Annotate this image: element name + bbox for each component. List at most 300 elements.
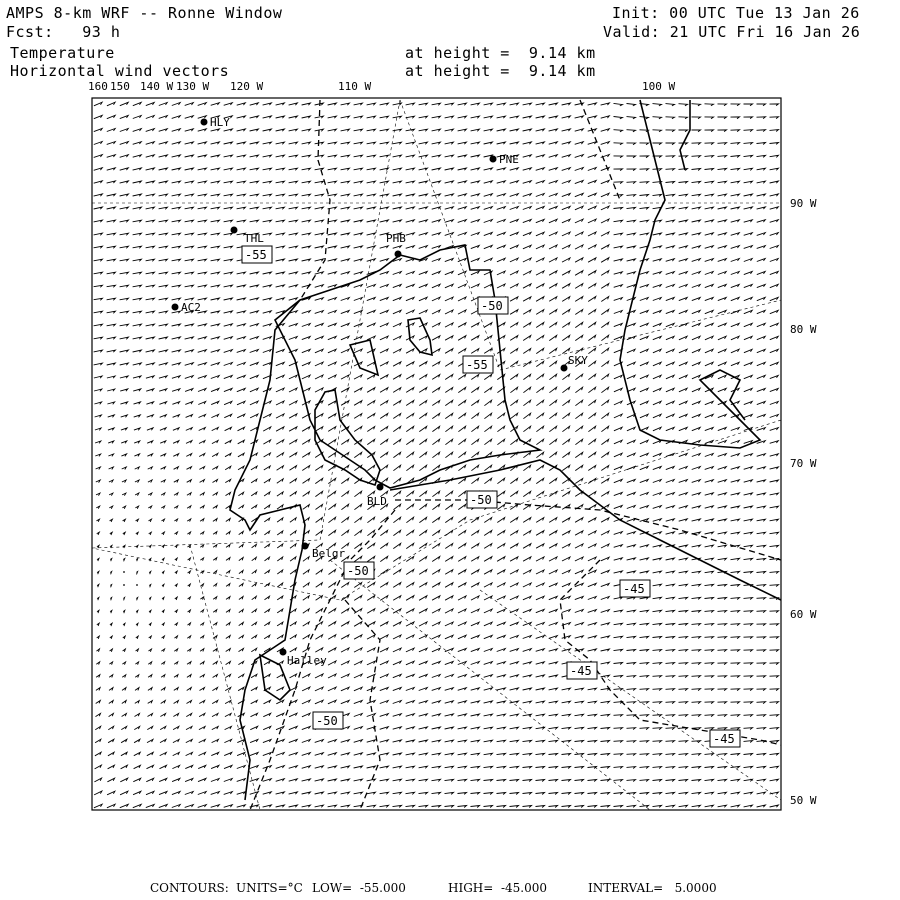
wind-vector bbox=[302, 766, 311, 769]
wind-vector bbox=[445, 806, 454, 808]
wind-vector bbox=[367, 103, 376, 105]
wind-vector bbox=[601, 452, 608, 457]
wind-vector bbox=[445, 426, 452, 431]
wind-vector bbox=[536, 297, 544, 302]
wind-vector bbox=[458, 622, 466, 626]
contour-label-text: -45 bbox=[713, 732, 735, 746]
wind-vector bbox=[315, 362, 323, 366]
wind-vector bbox=[354, 583, 361, 588]
footer-contours: CONTOURS: bbox=[150, 881, 229, 895]
wind-vector bbox=[471, 701, 480, 703]
wind-vector bbox=[107, 337, 116, 339]
wind-vector bbox=[162, 610, 164, 613]
wind-vector bbox=[276, 753, 284, 756]
wind-vector bbox=[302, 155, 311, 157]
wind-vector bbox=[367, 375, 375, 379]
wind-vector bbox=[367, 596, 375, 601]
wind-vector bbox=[97, 649, 100, 652]
wind-vector bbox=[770, 428, 779, 431]
wind-vector bbox=[276, 207, 285, 209]
wind-vector bbox=[627, 780, 636, 782]
wind-vector bbox=[341, 414, 349, 419]
wind-vector bbox=[380, 674, 388, 678]
wind-vector bbox=[770, 194, 779, 196]
wind-vector bbox=[510, 740, 519, 742]
wind-vector bbox=[380, 465, 387, 470]
wind-vector bbox=[109, 713, 114, 716]
wind-vector bbox=[536, 181, 545, 184]
wind-vector bbox=[679, 571, 688, 573]
wind-vector bbox=[406, 753, 415, 755]
wind-vector bbox=[705, 194, 714, 196]
wind-vector bbox=[666, 375, 674, 379]
wind-vector bbox=[757, 297, 765, 300]
wind-vector bbox=[146, 233, 155, 235]
wind-vector bbox=[224, 103, 233, 106]
wind-vector bbox=[666, 285, 675, 288]
wind-vector bbox=[406, 362, 414, 366]
wind-vector bbox=[731, 428, 739, 431]
wind-vector bbox=[175, 545, 178, 548]
wind-vector bbox=[328, 285, 337, 288]
wind-vector bbox=[731, 156, 740, 158]
wind-vector bbox=[367, 465, 374, 470]
wind-vector bbox=[185, 778, 193, 781]
wind-vector bbox=[497, 439, 504, 444]
wind-vector bbox=[497, 583, 505, 587]
wind-vector bbox=[380, 285, 388, 288]
wind-vector bbox=[185, 116, 194, 119]
wind-vector bbox=[679, 663, 688, 665]
wind-vector bbox=[497, 103, 506, 105]
wind-vector bbox=[406, 401, 414, 406]
wind-vector bbox=[198, 207, 207, 209]
wind-vector bbox=[679, 156, 688, 158]
wind-vector bbox=[380, 116, 389, 118]
wind-vector bbox=[212, 726, 218, 729]
wind-vector bbox=[510, 478, 517, 483]
forecast-hour: Fcst: 93 h bbox=[6, 23, 121, 41]
wind-vector bbox=[718, 284, 726, 287]
wind-vector bbox=[666, 728, 675, 730]
wind-vector bbox=[705, 558, 714, 560]
wind-vector bbox=[562, 181, 570, 184]
wind-vector bbox=[692, 545, 701, 547]
wind-vector bbox=[198, 285, 207, 287]
wind-vector bbox=[419, 609, 427, 613]
wind-vector bbox=[692, 519, 701, 521]
wind-vector bbox=[614, 285, 623, 288]
contour-label bbox=[242, 246, 272, 263]
wind-vector bbox=[303, 492, 310, 497]
wind-vector bbox=[614, 272, 623, 274]
wind-vector bbox=[198, 155, 207, 157]
wind-vector bbox=[264, 544, 269, 548]
wind-vector bbox=[705, 779, 714, 781]
wind-vector bbox=[354, 740, 363, 743]
wind-vector bbox=[705, 571, 714, 573]
wind-vector bbox=[718, 611, 727, 613]
wind-vector bbox=[575, 701, 584, 703]
wind-vector bbox=[341, 233, 350, 235]
wind-vector bbox=[692, 480, 701, 483]
wind-vector bbox=[341, 530, 348, 535]
wind-vector bbox=[432, 194, 441, 196]
wind-vector bbox=[419, 583, 427, 588]
wind-vector bbox=[757, 779, 766, 781]
wind-vector bbox=[341, 700, 349, 703]
wind-vector bbox=[226, 623, 230, 626]
wind-vector bbox=[510, 103, 519, 105]
wind-vector bbox=[458, 220, 467, 223]
wind-vector bbox=[341, 491, 348, 496]
wind-vector bbox=[367, 246, 376, 248]
wind-vector bbox=[640, 506, 649, 509]
wind-vector bbox=[264, 531, 269, 535]
wind-vector bbox=[354, 674, 362, 678]
wind-vector bbox=[601, 180, 609, 183]
wind-vector bbox=[484, 714, 493, 716]
wind-vector bbox=[523, 544, 531, 549]
wind-vector bbox=[406, 596, 414, 601]
wind-vector bbox=[134, 428, 140, 430]
wind-vector bbox=[588, 426, 595, 431]
wind-vector bbox=[549, 688, 558, 690]
wind-vector bbox=[146, 402, 153, 404]
wind-vector bbox=[226, 584, 230, 587]
wind-vector bbox=[614, 741, 623, 743]
wind-vector bbox=[276, 220, 285, 222]
wind-vector bbox=[614, 375, 622, 379]
wind-vector bbox=[380, 701, 388, 704]
wind-vector bbox=[731, 805, 740, 807]
longitude-labels bbox=[88, 80, 675, 93]
wind-vector bbox=[96, 662, 99, 665]
wind-vector bbox=[471, 793, 480, 795]
wind-vector bbox=[523, 636, 532, 639]
wind-vector bbox=[601, 780, 610, 782]
wind-vector bbox=[497, 531, 505, 536]
wind-vector bbox=[328, 530, 335, 535]
wind-vector bbox=[744, 271, 752, 274]
wind-vector bbox=[731, 272, 739, 275]
wind-vector bbox=[614, 571, 623, 573]
wind-vector bbox=[250, 116, 259, 118]
wind-vector bbox=[120, 129, 128, 132]
wind-vector bbox=[134, 726, 139, 729]
wind-vector bbox=[653, 349, 661, 353]
wind-vector bbox=[653, 233, 662, 235]
wind-vector bbox=[770, 375, 778, 378]
wind-vector bbox=[406, 779, 415, 781]
wind-vector bbox=[536, 258, 544, 262]
wind-vector bbox=[536, 426, 543, 431]
wind-vector bbox=[276, 233, 285, 235]
wind-vector bbox=[471, 375, 478, 380]
wind-vector bbox=[744, 624, 753, 626]
wind-vector bbox=[549, 780, 558, 782]
wind-vector bbox=[380, 272, 389, 275]
wind-vector bbox=[705, 336, 713, 340]
wind-vector bbox=[575, 623, 584, 626]
wind-vector bbox=[97, 571, 99, 574]
wind-vector bbox=[445, 220, 454, 223]
wind-vector bbox=[94, 115, 102, 118]
wind-vector bbox=[393, 517, 400, 522]
wind-vector bbox=[120, 181, 129, 183]
wind-vector bbox=[471, 323, 479, 327]
wind-vector bbox=[575, 754, 584, 756]
wind-vector bbox=[666, 349, 674, 353]
wind-vector bbox=[770, 168, 779, 170]
wind-vector bbox=[718, 728, 727, 730]
wind-vector bbox=[354, 648, 362, 652]
wind-vector bbox=[328, 478, 335, 483]
wind-vector bbox=[718, 323, 726, 326]
wind-vector bbox=[198, 168, 207, 170]
wind-vector bbox=[497, 766, 506, 768]
wind-vector bbox=[562, 284, 570, 289]
wind-vector bbox=[135, 675, 139, 678]
wind-vector bbox=[692, 741, 701, 743]
wind-vector bbox=[575, 413, 582, 418]
wind-vector bbox=[315, 779, 324, 781]
wind-vector bbox=[679, 169, 688, 171]
wind-vector bbox=[160, 765, 167, 768]
wind-vector bbox=[185, 142, 194, 144]
wind-vector bbox=[757, 493, 766, 495]
wind-vector bbox=[679, 414, 687, 417]
wind-vector bbox=[136, 545, 138, 548]
contour-label-text: -50 bbox=[316, 714, 338, 728]
wind-vector bbox=[471, 609, 479, 613]
wind-vector bbox=[497, 793, 506, 795]
wind-vector bbox=[718, 414, 726, 417]
wind-vector bbox=[653, 506, 662, 509]
wind-vector bbox=[277, 596, 283, 600]
wind-vector bbox=[679, 519, 688, 521]
wind-vector bbox=[432, 426, 439, 431]
wind-vector bbox=[770, 117, 779, 119]
wind-vector bbox=[640, 414, 648, 418]
wind-vector bbox=[136, 636, 138, 639]
wind-vector bbox=[549, 596, 557, 599]
wind-vector bbox=[549, 806, 558, 808]
wind-vector bbox=[146, 142, 155, 145]
wind-vector bbox=[289, 194, 298, 196]
wind-vector bbox=[744, 728, 753, 730]
wind-vector bbox=[718, 168, 727, 170]
wind-vector bbox=[341, 648, 349, 652]
wind-vector bbox=[250, 350, 259, 353]
wind-vector bbox=[328, 336, 336, 339]
wind-vector bbox=[198, 805, 207, 808]
wind-vector bbox=[341, 440, 348, 445]
wind-vector bbox=[458, 688, 467, 691]
wind-vector bbox=[211, 324, 220, 326]
wind-vector bbox=[122, 467, 127, 470]
wind-vector bbox=[263, 298, 272, 300]
wind-vector bbox=[315, 207, 324, 209]
wind-vector bbox=[692, 754, 701, 756]
wind-vector bbox=[393, 388, 401, 393]
wind-vector bbox=[588, 597, 596, 600]
wind-vector bbox=[277, 479, 283, 483]
wind-vector bbox=[614, 130, 623, 132]
wind-vector bbox=[198, 376, 206, 379]
wind-vector bbox=[588, 727, 597, 729]
wind-vector bbox=[123, 623, 125, 626]
wind-vector bbox=[277, 570, 282, 574]
wind-vector bbox=[445, 727, 454, 729]
wind-vector bbox=[185, 233, 194, 235]
wind-vector bbox=[95, 415, 102, 417]
wind-vector bbox=[653, 689, 662, 691]
wind-vector bbox=[263, 129, 272, 131]
wind-vector bbox=[757, 637, 766, 639]
wind-vector bbox=[601, 387, 608, 392]
wind-vector bbox=[458, 596, 466, 600]
wind-vector bbox=[172, 168, 181, 170]
wind-vector bbox=[354, 194, 363, 196]
wind-vector bbox=[679, 506, 688, 509]
wind-vector bbox=[484, 245, 492, 248]
wind-vector bbox=[640, 298, 648, 301]
coast-northeast bbox=[680, 100, 690, 170]
wind-vector bbox=[484, 544, 492, 549]
wind-vector bbox=[159, 116, 168, 119]
wind-vector bbox=[211, 337, 220, 339]
wind-vector bbox=[367, 233, 376, 235]
wind-vector bbox=[250, 779, 259, 782]
wind-vector bbox=[120, 402, 127, 404]
wind-vector bbox=[187, 480, 192, 483]
wind-vector bbox=[200, 675, 205, 678]
wind-vector bbox=[731, 336, 739, 340]
wind-vector bbox=[458, 465, 465, 470]
wind-vector bbox=[380, 310, 388, 313]
wind-vector bbox=[692, 310, 700, 313]
wind-vector bbox=[497, 245, 505, 248]
wind-vector bbox=[666, 362, 674, 366]
wind-vector bbox=[445, 792, 454, 794]
wind-vector bbox=[523, 583, 531, 587]
wind-vector bbox=[718, 637, 727, 639]
wind-vector bbox=[237, 103, 246, 105]
wind-vector bbox=[588, 219, 596, 223]
wind-vector bbox=[264, 635, 270, 639]
wind-vector bbox=[692, 362, 700, 366]
wind-vector bbox=[328, 414, 336, 419]
wind-vector bbox=[458, 635, 466, 639]
wind-vector bbox=[406, 622, 414, 626]
wind-vector bbox=[666, 388, 674, 392]
wind-vector bbox=[601, 413, 608, 418]
field-wind-vectors: Horizontal wind vectors bbox=[10, 62, 230, 80]
wind-vector bbox=[159, 194, 168, 196]
wind-vector bbox=[188, 597, 191, 600]
wind-vector bbox=[136, 532, 138, 535]
wind-vector bbox=[536, 531, 544, 536]
wind-vector bbox=[588, 232, 596, 236]
wind-vector bbox=[432, 103, 441, 105]
wind-vector bbox=[614, 259, 623, 261]
wind-vector bbox=[432, 596, 440, 600]
wind-vector bbox=[601, 193, 609, 197]
wind-vector bbox=[95, 726, 100, 729]
wind-vector bbox=[174, 701, 179, 704]
wind-vector bbox=[666, 414, 674, 418]
wind-vector bbox=[692, 676, 701, 678]
wind-vector bbox=[290, 479, 297, 484]
wind-vector bbox=[263, 181, 272, 183]
wind-vector bbox=[549, 387, 556, 392]
wind-vector bbox=[497, 258, 505, 262]
wind-vector bbox=[536, 662, 545, 664]
ronne-ice-shelf bbox=[275, 245, 540, 488]
wind-vector bbox=[239, 597, 243, 600]
wind-vector bbox=[406, 701, 415, 704]
wind-vector bbox=[705, 689, 714, 691]
wind-vector bbox=[107, 363, 116, 365]
wind-vector bbox=[289, 246, 298, 248]
wind-vector bbox=[549, 155, 558, 158]
wind-vector bbox=[458, 233, 467, 236]
wind-vector bbox=[471, 181, 480, 183]
wind-vector bbox=[536, 310, 544, 315]
wind-vector bbox=[120, 804, 128, 807]
wind-vector bbox=[614, 414, 622, 418]
wind-vector bbox=[172, 376, 180, 379]
wind-vector bbox=[445, 258, 453, 261]
wind-vector bbox=[393, 439, 400, 444]
wind-vector bbox=[122, 675, 126, 678]
wind-vector bbox=[601, 271, 609, 276]
wind-vector bbox=[679, 207, 688, 209]
wind-vector bbox=[770, 753, 779, 755]
wind-vector bbox=[653, 780, 662, 782]
wind-vector bbox=[666, 767, 675, 769]
wind-vector bbox=[679, 792, 688, 794]
wind-vector bbox=[497, 544, 505, 549]
wind-vector bbox=[107, 791, 115, 795]
wind-vector bbox=[601, 623, 610, 625]
wind-vector bbox=[523, 207, 531, 210]
wind-vector bbox=[263, 350, 271, 353]
wind-vector bbox=[367, 714, 376, 717]
wind-vector bbox=[136, 623, 138, 626]
init-time: Init: 00 UTC Tue 13 Jan 26 bbox=[612, 4, 860, 22]
wind-vector bbox=[588, 155, 597, 158]
wind-vector bbox=[354, 543, 361, 548]
wind-vector bbox=[380, 648, 388, 652]
wind-vector bbox=[406, 310, 414, 314]
wind-vector bbox=[679, 104, 688, 106]
wind-vector bbox=[588, 361, 595, 366]
wind-vector bbox=[367, 439, 374, 444]
wind-vector bbox=[146, 155, 155, 157]
wind-vector bbox=[174, 688, 178, 691]
wind-vector bbox=[146, 778, 153, 781]
wind-vector bbox=[640, 233, 649, 235]
wind-vector bbox=[640, 375, 648, 379]
wind-vector bbox=[354, 285, 363, 288]
wind-vector bbox=[627, 610, 636, 612]
wind-vector bbox=[562, 245, 570, 249]
wind-vector bbox=[679, 805, 688, 807]
wind-vector bbox=[237, 220, 246, 222]
wind-vector bbox=[549, 727, 558, 729]
